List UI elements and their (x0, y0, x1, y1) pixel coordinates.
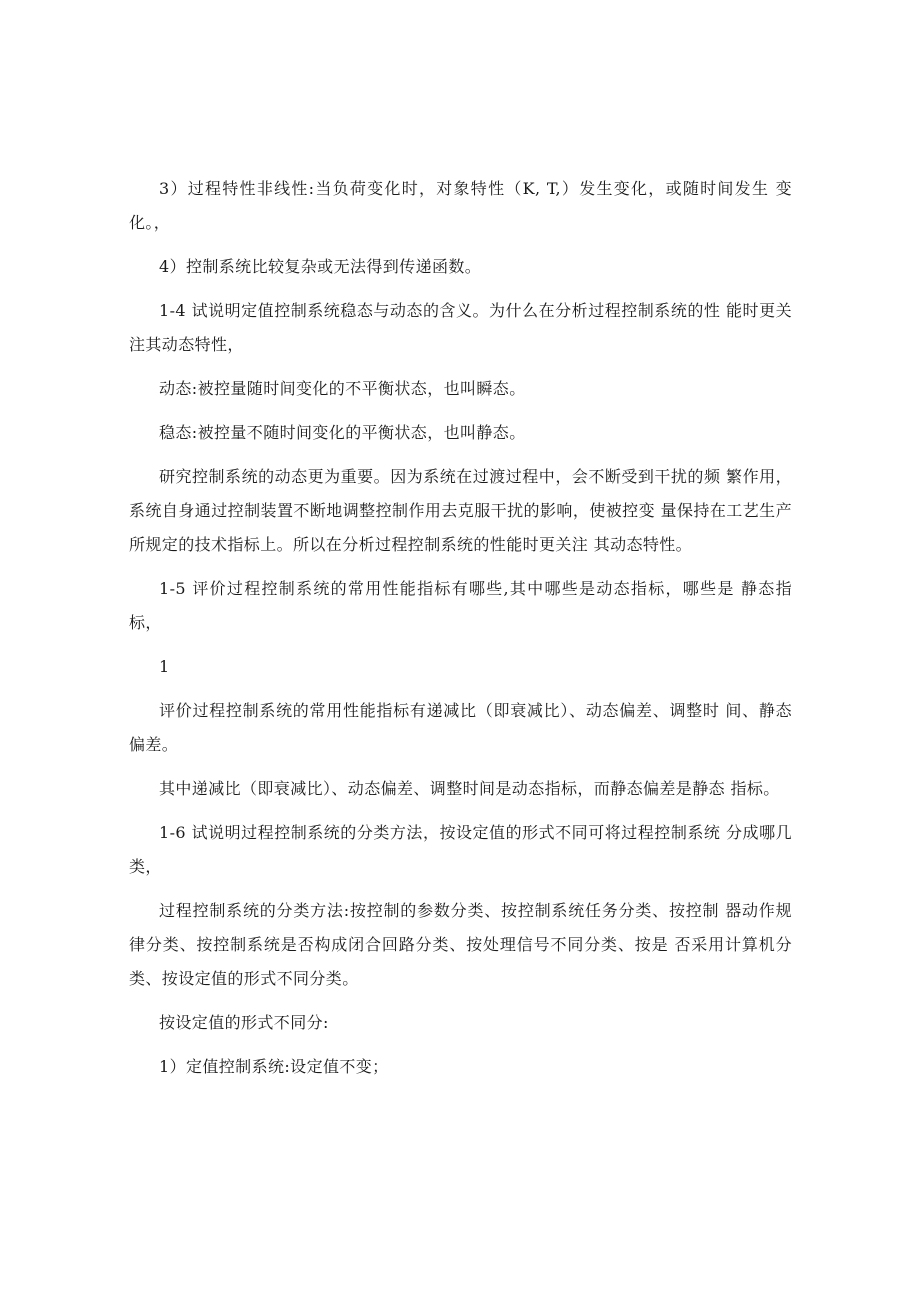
answer-1-4: 研究控制系统的动态更为重要。因为系统在过渡过程中，会不断受到干扰的频 繁作用，系统自身通过控制装置不断地调整控制作用去克服干扰的影响，使被控变 量保持在工艺生产所规定的技术指标上。所以在分析过程控制系统的性能时更关注 其动态特性。 (129, 467, 792, 554)
answer-1-5-classification: 其中递减比（即衰减比）、动态偏差、调整时间是动态指标，而静态偏差是静态 指标。 (159, 779, 780, 798)
paragraph-dynamic-state: 动态:被控量随时间变化的不平衡状态，也叫瞬态。 (159, 379, 526, 398)
answer-1-6-item-1: 1）定值控制系统:设定值不变； (159, 1057, 389, 1076)
paragraph-complex-system: 4）控制系统比较复杂或无法得到传递函数。 (159, 257, 482, 276)
answer-1-6-methods: 过程控制系统的分类方法:按控制的参数分类、按控制系统任务分类、按控制 器动作规律分类、按控制系统是否构成闭合回路分类、按处理信号不同分类、按是 否采用计算机分类、按设定值的形式不同分类。 (129, 901, 792, 988)
paragraph-steady-state: 稳态:被控量不随时间变化的平衡状态，也叫静态。 (159, 423, 526, 442)
answer-1-5-indicators: 评价过程控制系统的常用性能指标有递减比（即衰减比）、动态偏差、调整时 间、静态偏差。 (129, 701, 792, 754)
page-number: 1 (159, 657, 170, 676)
answer-1-6-setpoint-heading: 按设定值的形式不同分: (159, 1013, 329, 1032)
question-1-6: 1-6 试说明过程控制系统的分类方法，按设定值的形式不同可将过程控制系统 分成哪几类， (129, 823, 792, 876)
question-1-5: 1-5 评价过程控制系统的常用性能指标有哪些,其中哪些是动态指标，哪些是 静态指标， (129, 579, 792, 632)
document-body (129, 172, 792, 1094)
question-1-4: 1-4 试说明定值控制系统稳态与动态的含义。为什么在分析过程控制系统的性 能时更关注其动态特性， (129, 301, 792, 354)
paragraph-nonlinearity: 3）过程特性非线性:当负荷变化时，对象特性（K, T,）发生变化，或随时间发生 变化。， (129, 179, 792, 232)
